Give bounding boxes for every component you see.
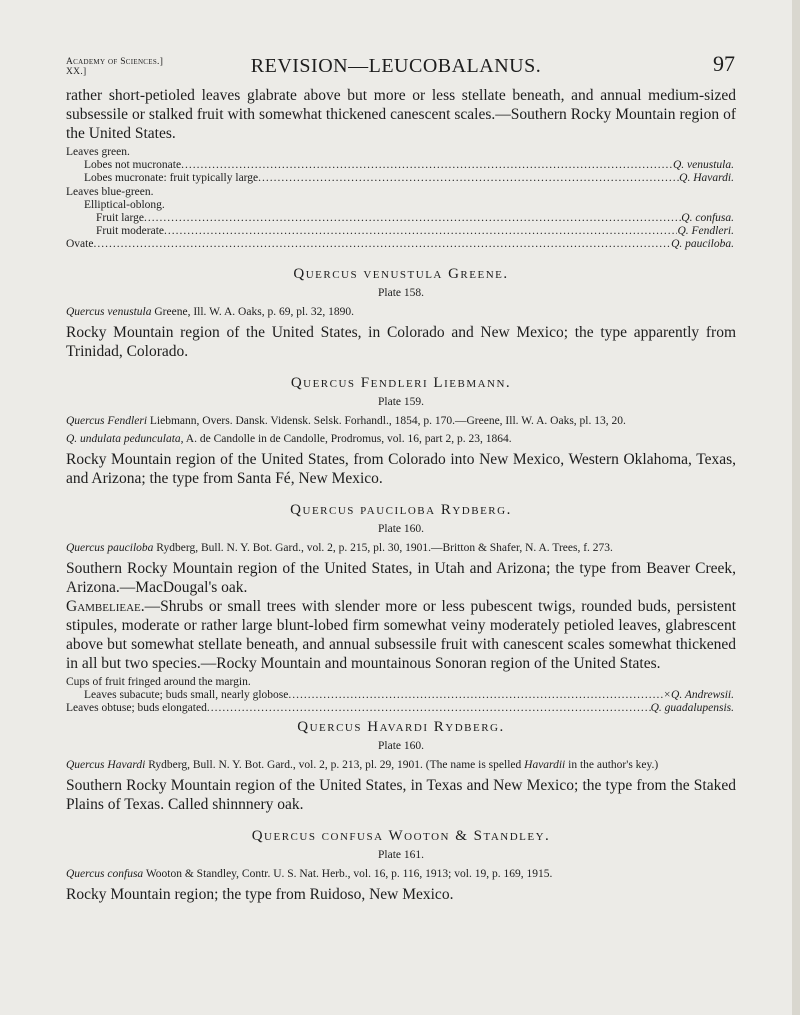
key-heading-cups: Cups of fruit fringed around the margin. [66,675,251,688]
species-heading: Quercus pauciloba Rydberg. [290,501,512,518]
species-heading: Quercus Fendleri Liebmann. [290,374,512,391]
species-description: Southern Rocky Mountain region of the United States, in Texas and New Mexico; the type from the Staked Plains of Texas. Called shinnnery oak. [66,777,736,814]
key-row: Leaves obtuse; buds elongated ..... Q. guadalupensis. [66,702,736,715]
group-description: Gambelieae.—Shrubs or small trees with slender more or less pubescent twigs, rounded buds, persistent stipules, moderate or rather large blunt-lobed firm somewhat veiny moderately petioled leaves, glabrescent above but somewhat stellate beneath, and annual subsessile fruit with canescent scales somewhat thickened in all but two species.—Rocky Mountain and mountainous Sonoran region of the United States. [66,597,736,672]
citation: Quercus pauciloba Rydberg, Bull. N. Y. Bot. Gard., vol. 2, p. 215, pl. 30, 1901.—Britton & Shafer, N. A. Trees, f. 273. [66,541,613,554]
citation: Quercus Havardi Rydberg, Bull. N. Y. Bot. Gard., vol. 2, p. 213, pl. 29, 1901. (The name is spelled Havardii in the author's key.) [66,759,659,772]
page-number: 97 [713,51,735,76]
key-row: Fruit moderate ..... Q. Fendleri. [66,225,736,238]
key-row: Fruit large ..... Q. confusa. [66,212,736,225]
body-text [66,86,736,904]
key-row: Lobes not mucronate ..... Q. venustula. [66,159,736,172]
species-heading: Quercus Havardi Rydberg. [297,719,505,736]
species-description: Rocky Mountain region of the United States, from Colorado into New Mexico, Western Oklahoma, Texas, and Arizona; the type from Santa Fé, New Mexico. [66,450,736,487]
key-row: Lobes mucronate: fruit typically large ..... Q. Havardi. [66,172,736,185]
running-title: REVISION—LEUCOBALANUS. [250,55,542,77]
key-row: Leaves subacute; buds small, nearly globose ..... ×Q. Andrewsii. [66,689,736,702]
species-heading: Quercus confusa Wooton & Standley. [251,828,551,845]
key-heading-blue: Leaves blue-green. [66,185,154,198]
running-header-left: Academy of Sciences.] XX.] [66,57,164,77]
plate-reference: Plate 161. [378,849,424,862]
species-description: Rocky Mountain region; the type from Ruidoso, New Mexico. [66,886,454,904]
citation: Q. undulata pedunculata, A. de Candolle in de Candolle, Prodromus, vol. 16, part 2, p. 23, 1864. [66,432,512,445]
citation: Quercus confusa Wooton & Standley, Contr. U. S. Nat. Herb., vol. 16, p. 116, 1913; vol. 19, p. 169, 1915. [66,868,553,881]
species-heading: Quercus venustula Greene. [293,265,509,282]
species-key [66,146,736,252]
page-edge [792,0,800,1015]
citation: Quercus Fendleri Liebmann, Overs. Dansk. Vidensk. Selsk. Forhandl., 1854, p. 170.—Greene, Ill. W. A. Oaks, pl. 13, 20. [66,414,626,427]
species-description: Southern Rocky Mountain region of the United States, in Utah and Arizona; the type from Beaver Creek, Arizona.—MacDougal's oak. [66,559,736,596]
intro-paragraph: rather short-petioled leaves glabrate above but more or less stellate beneath, and annual medium-sized subsessile or stalked fruit with somewhat thickened canescent scales.—Southern Rocky Mountain region of the United States. [66,87,736,142]
plate-reference: Plate 160. [378,522,424,535]
plate-reference: Plate 158. [378,286,424,299]
citation: Quercus venustula Greene, Ill. W. A. Oaks, p. 69, pl. 32, 1890. [66,305,355,318]
key-row: Ovate ..... Q. pauciloba. [66,238,736,251]
key-subheading: Elliptical-oblong. [84,198,165,211]
key-heading-green: Leaves green. [66,146,130,158]
species-description: Rocky Mountain region of the United States, in Colorado and New Mexico; the type apparently from Trinidad, Colorado. [66,323,736,360]
plate-reference: Plate 160. [378,740,424,753]
plate-reference: Plate 159. [378,395,424,408]
species-key-2 [66,676,736,716]
